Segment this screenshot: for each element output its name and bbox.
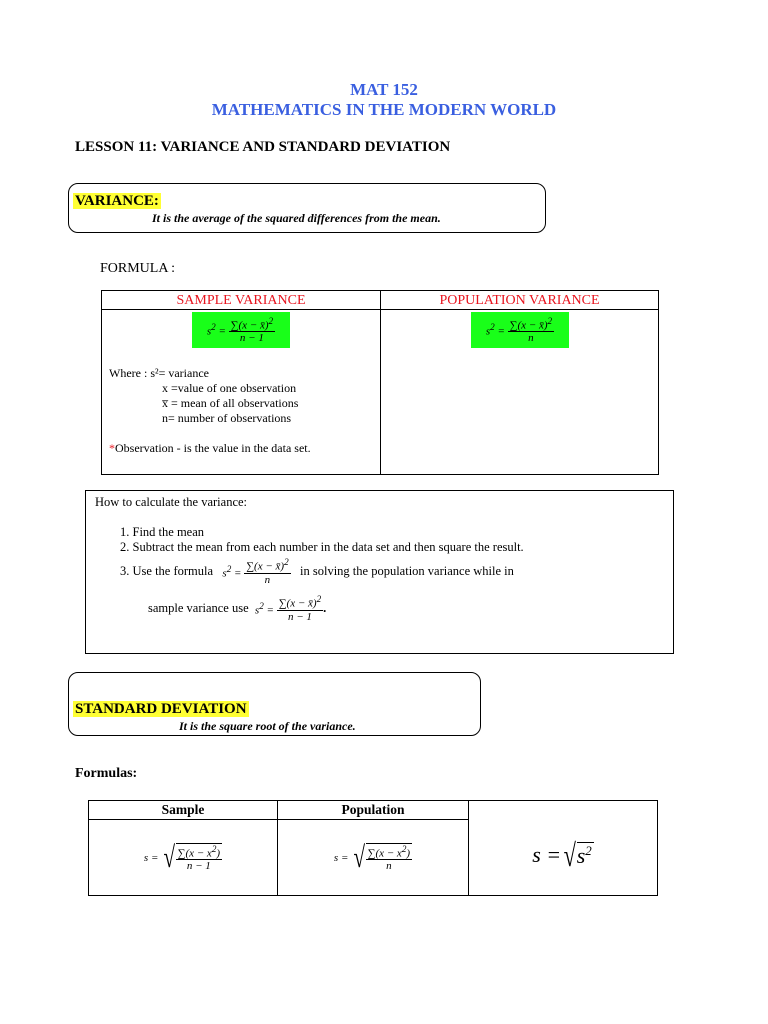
sd-sample-cell [89,820,278,896]
sd-root-formula: s = √ s 2 [532,837,592,873]
sd-heading: STANDARD DEVIATION [75,701,247,717]
howto-box [85,490,674,654]
sample-formula-inline: $\frac{\sum(x - x̄)^2}{n - 1}$ [278,594,322,623]
population-formula-inline: $\frac{\sum(x - x̄)^2}{n}$ [246,557,289,586]
sample-variance-header: SAMPLE VARIANCE [176,293,306,308]
def-s2: s²= variance [150,366,209,380]
howto-step-3: 3. Use the formula $s^2$ = $\frac{\sum(x - x̄)^2}{n}$ in solving the population variance while in [120,557,514,586]
sd-definition: It is the square root of the variance. [179,719,356,733]
sd-sample-header: Sample [89,801,278,820]
def-x: x =value of one observation [162,381,297,395]
sd-table [88,800,658,896]
formulas-label: Formulas: [75,766,138,781]
sample-variance-formula: $s^2$ = $\frac{\sum(x - x̄)^2}{n - 1}$ [192,312,290,348]
howto-step-1: 1. Find the mean [120,525,205,539]
def-xbar: x̅ = mean of all observations [162,396,299,410]
sd-population-formula: s = √ $\frac{\sum(x - x^2)}{n}$ [333,840,411,874]
sd-box [68,672,481,736]
sd-population-header: Population [278,801,469,820]
population-variance-header: POPULATION VARIANCE [439,293,600,308]
sd-root-cell [469,801,658,896]
def-n: n= number of observations [162,411,292,425]
variance-definition: It is the average of the squared differences from the mean. [152,211,441,225]
formula-label: FORMULA : [100,261,176,276]
variance-table [101,290,659,475]
howto-title: How to calculate the variance: [95,495,248,509]
howto-step-3-cont: sample variance use $s^2$ = $\frac{\sum(x - x̄)^2}{n - 1}$ . [148,594,327,623]
variance-box [68,183,546,233]
observation-note: *Observation - is the value in the data set. [109,441,311,455]
variance-heading: VARIANCE: [75,193,159,209]
population-variance-formula: $s^2$ = $\frac{\sum(x - x̄)^2}{n}$ [471,312,569,348]
sd-population-cell [278,820,469,896]
sd-sample-formula: s = √ $\frac{\sum(x - x^2)}{n - 1}$ [143,840,221,874]
course-title: MATHEMATICS IN THE MODERN WORLD [211,100,557,119]
course-code: MAT 152 [350,80,418,99]
howto-step-2: 2. Subtract the mean from each number in the data set and then square the result. [120,540,524,554]
lesson-title: LESSON 11: VARIANCE AND STANDARD DEVIATION [75,139,451,155]
where-label: Where : s²= variance [109,366,209,380]
